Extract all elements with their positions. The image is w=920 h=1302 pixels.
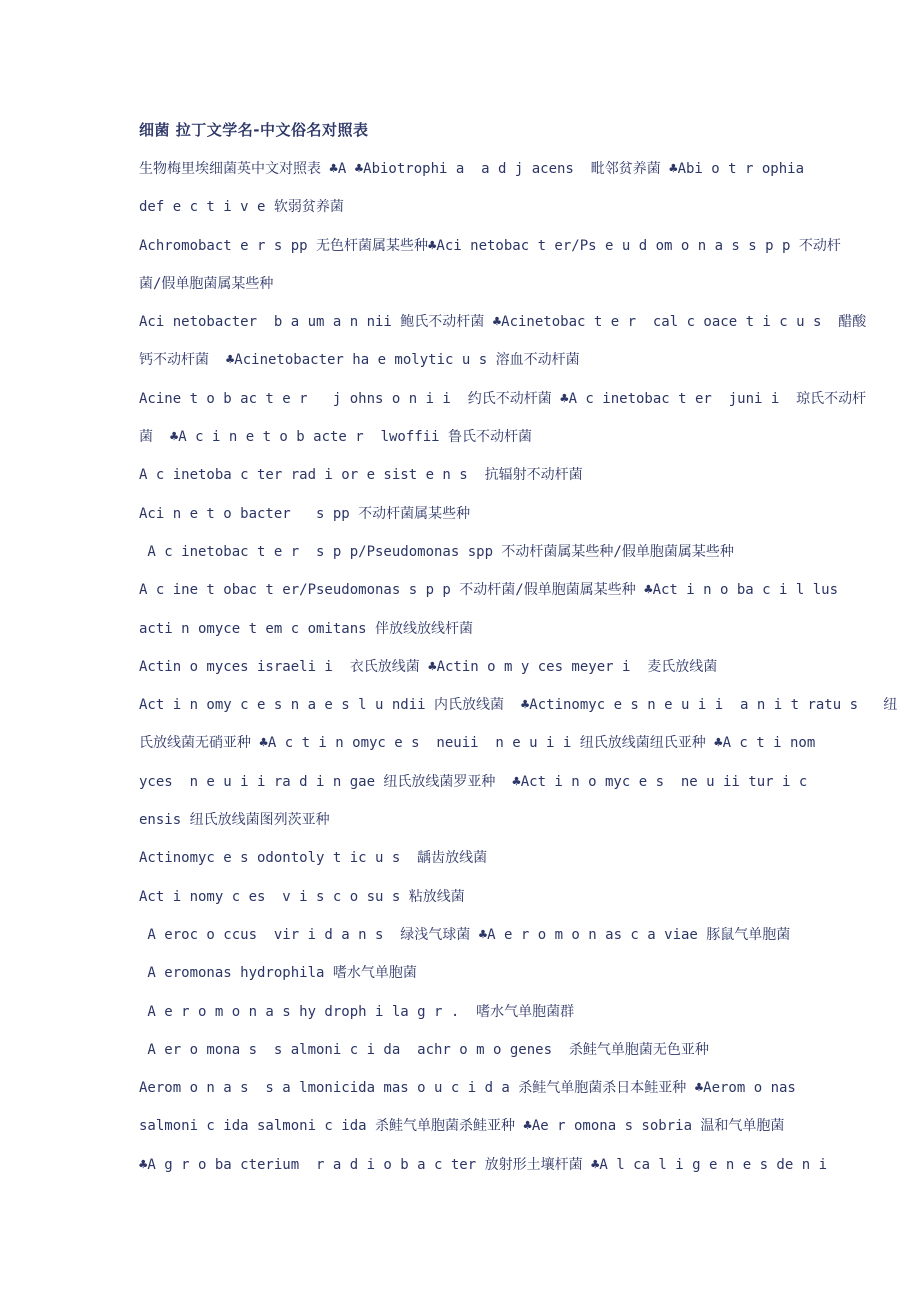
text-line: 菌/假单胞菌属某些种 <box>139 275 274 292</box>
text-line: A c inetobac t e r s p p/Pseudomonas spp 不动杆菌属某些种/假单胞菌属某些种 <box>139 543 734 560</box>
document-title: 细菌 拉丁文学名-中文俗名对照表 <box>139 121 369 139</box>
text-line: ♣A g r o ba cterium r a d i o b a c ter 放射形土壤杆菌 ♣A l ca l i g e n e s de n i <box>139 1156 828 1173</box>
text-line: Aci n e t o bacter s pp 不动杆菌属某些种 <box>139 505 471 522</box>
text-line: 氏放线菌无硝亚种 ♣A c t i n omyc e s neuii n e u i i 纽氏放线菌纽氏亚种 ♣A c t i nom <box>139 735 816 752</box>
text-line: yces n e u i i ra d i n gae 纽氏放线菌罗亚种 ♣Act i n o myc e s ne u ii tur i c <box>139 773 808 790</box>
text-line: ensis 纽氏放线菌图列茨亚种 <box>139 812 330 829</box>
text-line: acti n omyce t em c omitans 伴放线放线杆菌 <box>139 620 474 637</box>
text-line: 菌 ♣A c i n e t o b acte r lwoffii 鲁氏不动杆菌 <box>139 429 533 446</box>
text-line: Achromobact e r s pp 无色杆菌属某些种♣Aci netobac t er/Ps e u d om o n a s s p p 不动杆 <box>139 237 841 254</box>
text-line: Aerom o n a s s a lmonicida mas o u c i d a 杀鲑气单胞菌杀日本鲑亚种 ♣Aerom o nas <box>139 1080 796 1097</box>
text-line: A c inetoba c ter rad i or e sist e n s 抗辐射不动杆菌 <box>139 467 583 484</box>
text-line: Act i nomy c es v i s c o su s 粘放线菌 <box>139 888 465 905</box>
text-line: def e c t i v e 软弱贫养菌 <box>139 199 344 216</box>
text-line: Act i n omy c e s n a e s l u ndii 内氏放线菌 ♣Actinomyc e s n e u i i a n i t ratu s 纽 <box>139 697 898 714</box>
text-line: Acine t o b ac t e r j ohns o n i i 约氏不动杆菌 ♣A c inetobac t er juni i 琼氏不动杆 <box>139 390 867 407</box>
text-line: A e r o m o n a s hy droph i la g r . 嗜水气单胞菌群 <box>139 1003 575 1020</box>
text-line: salmoni c ida salmoni c ida 杀鲑气单胞菌杀鲑亚种 ♣Ae r omona s sobria 温和气单胞菌 <box>139 1118 785 1135</box>
text-line: Actinomyc e s odontoly t ic u s 龋齿放线菌 <box>139 850 488 867</box>
document-body <box>139 150 898 1184</box>
text-line: A er o mona s s almoni c i da achr o m o genes 杀鲑气单胞菌无色亚种 <box>139 1041 709 1058</box>
text-line: A eromonas hydrophila 嗜水气单胞菌 <box>139 965 417 982</box>
text-line: A eroc o ccus vir i d a n s 绿浅气球菌 ♣A e r o m o n as c a viae 豚鼠气单胞菌 <box>139 926 791 943</box>
text-line: Actin o myces israeli i 衣氏放线菌 ♣Actin o m y ces meyer i 麦氏放线菌 <box>139 658 718 675</box>
text-line: 钙不动杆菌 ♣Acinetobacter ha e molytic u s 溶血不动杆菌 <box>139 352 580 369</box>
text-line: A c ine t obac t er/Pseudomonas s p p 不动杆菌/假单胞菌属某些种 ♣Act i n o ba c i l lus <box>139 582 839 599</box>
text-line: 生物梅里埃细菌英中文对照表 ♣A ♣Abiotrophi a a d j acens 毗邻贫养菌 ♣Abi o t r ophia <box>139 161 805 177</box>
text-line: Aci netobacter b a um a n nii 鲍氏不动杆菌 ♣Acinetobac t e r cal c oace t i c u s 醋酸 <box>139 314 867 331</box>
